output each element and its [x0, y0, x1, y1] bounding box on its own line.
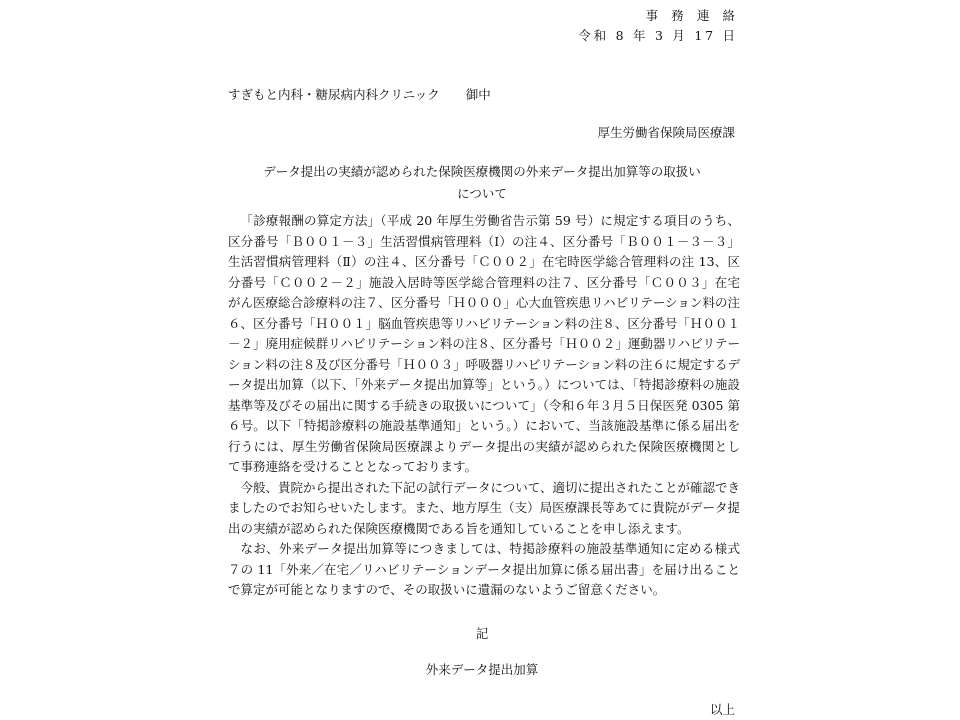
- ki-heading: 記: [475, 626, 489, 641]
- closing: 以上: [709, 702, 735, 717]
- issue-date: 令和 8 年 3 月 17 日: [578, 28, 738, 43]
- body-text: [228, 211, 740, 601]
- recipient: [228, 85, 491, 103]
- notice-item: 外来データ提出加算: [425, 662, 539, 677]
- recipient-honorific: 御中: [465, 87, 491, 102]
- body-paragraph-2: 今般、貴院から提出された下記の試行データについて、適切に提出されたことが確認できましたのでお知らせいたします。また、地方厚生（支）局医療課長等あてに貴院がデータ提出の実績が認められた保険医療機関である旨を通知していることを申し添えます。: [228, 479, 741, 536]
- document-type: 事務連絡: [645, 8, 749, 23]
- title-line-2: について: [457, 186, 507, 201]
- body-paragraph-3: なお、外来データ提出加算等につきましては、特掲診療料の施設基準通知に定める様式７の 11「外来／在宅／リハビリテーションデータ提出加算に係る届出書」を届け出ることで算定が可能となりますので、その取扱いに遺漏のないようご留意ください。: [228, 541, 740, 597]
- sender: 厚生労働省保険局医療課: [597, 125, 735, 140]
- title-line-1: データ提出の実績が認められた保険医療機関の外来データ提出加算等の取扱い: [263, 164, 701, 179]
- body-paragraph-1: 「診療報酬の算定方法」（平成 20 年厚生労働省告示第 59 号）に規定する項目のうち、区分番号「Ｂ００１－３」生活習慣病管理料（Ⅰ）の注４、区分番号「Ｂ００１－３－３」生活習慣病管理料（Ⅱ）の注４、区分番号「Ｃ００２」在宅時医学総合管理料の注 13、区分番号「Ｃ００２－２」施設入居時等医学総合管理料の注７、区分番号「Ｃ００３」在宅がん医療総合診療料の注７、区分番号「Ｈ０００」心大血管疾患リハビリテーション料の注６、区分番号「Ｈ００１」脳血管疾患等リハビリテーション料の注８、区分番号「Ｈ００１－２」廃用症候群リハビリテーション料の注８、区分番号「Ｈ００２」運動器リハビリテーション料の注８及び区分番号「Ｈ００３」呼吸器リハビリテーション料の注６に規定するデータ提出加算（以下、「外来データ提出加算等」という。）については、「特掲診療料の施設基準等及びその届出に関する手続きの取扱いについて」（令和６年３月５日保医発 0305 第６号。以下「特掲診療料の施設基準通知」という。）において、当該施設基準に係る届出を行うには、厚生労働省保険局医療課よりデータ提出の実績が認められた保険医療機関として事務連絡を受けることとなっております。: [228, 213, 740, 474]
- document-title: [228, 161, 736, 205]
- recipient-name: すぎもと内科・糖尿病内科クリニック: [228, 87, 440, 102]
